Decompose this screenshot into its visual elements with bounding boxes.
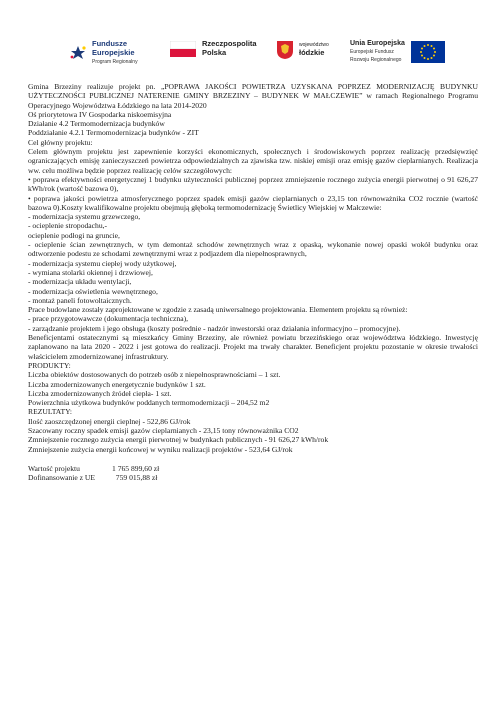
product-item: Powierzchnia użytkowa budynków poddanych termomodernizacji – 204,52 m2	[28, 398, 270, 408]
beneficiaries-paragraph: Beneficjentami ostatecznymi są mieszkańcy Gminy Brzeziny, ale również powiatu brzezińskiego oraz województwa łódzkiego. Inwestycję zaplanowano na lata 2020 - 2022 i jest gotowa do realizacji. Projekt ma trwały charakter. Beneficjent projektu pozostanie w okresie trwałości właścicielem zmodernizowanej infrastruktury.	[28, 333, 478, 361]
lodz-coat-of-arms-icon	[276, 40, 294, 60]
intro-paragraph: Gmina Brzeziny realizuje projekt pn. „POPRAWA JAKOŚCI POWIETRZA UZYSKANA POPRZEZ MODERNIZACJĘ BUDYNKU UŻYTECZNOŚCI PUBLICZNEJ NATERENIE GMINY BRZEZINY – BUDYNEK W MAŁCZEWIE” w ramach Regionalnego Programu Operacyjnego Województwa Łódzkiego na lata 2014-2020	[28, 82, 478, 110]
cost-item: ocieplenie podłogi na gruncie,	[28, 230, 120, 240]
ue-line1: Unia Europejska	[350, 40, 405, 47]
project-value-label: Wartość projektu	[28, 463, 80, 473]
rp-line2: Polska	[202, 47, 227, 57]
priority-axis: Oś priorytetowa IV Gospodarka niskoemisyjna	[28, 109, 172, 119]
measure: Działanie 4.2 Termomodernizacja budynków	[28, 119, 165, 129]
ue-logo-text	[350, 40, 405, 64]
fundusze-europejskie-logo	[68, 40, 138, 66]
goal-bullet-1: • poprawa efektywności energetycznej 1 budynku użyteczności publicznej poprzez zmniejszenie rocznego zużycia energii pierwotnej o 91 626,27 kWh/rok (wartość bazowa 0),	[28, 174, 478, 194]
cost-item: - ocieplenie stropodachu,-	[28, 221, 108, 231]
product-item: Liczba obiektów dostosowanych do potrzeb osób z niepełnosprawnościami – 1 szt.	[28, 370, 281, 380]
result-item: Ilość zaoszczędzonej energii cieplnej - 522,86 GJ/rok	[28, 416, 191, 426]
eu-funding-label: Dofinansowanie z UE	[28, 473, 96, 483]
works-paragraph: Prace budowlane zostały zaprojektowane w zgodzie z zasadą uniwersalnego projektowania. Elementem projektu są również:	[28, 305, 408, 315]
cost-item: - ocieplenie ścian zewnętrznych, w tym demontaż schodów zewnętrznych wraz z opaską, wykonanie nowej opaski wokół budynku oraz odtworzenie podestu ze schodami zewnętrznymi wraz z podjazdem dla niepełnosprawnych,	[28, 240, 478, 259]
result-item: Zmniejszenie zużycia energii końcowej w wyniku realizacji projektów - 523,64 GJ/rok	[28, 444, 293, 454]
lodz-line1: województwo	[299, 41, 329, 48]
project-value-row	[28, 464, 478, 473]
rp-line1: Rzeczpospolita	[202, 39, 257, 48]
product-item: Liczba zmodernizowanych źródeł ciepła- 1 szt.	[28, 388, 172, 398]
fe-line3: Program Regionalny	[92, 59, 138, 66]
cost-item: - modernizacja układu wentylacji,	[28, 277, 132, 287]
results-heading: REZULTATY:	[28, 407, 72, 417]
works-item: - prace przygotowawcze (dokumentacja techniczna),	[28, 314, 189, 324]
fe-line2: Europejskie	[92, 48, 135, 58]
result-item: Zmniejszenie rocznego zużycia energii pierwotnej w budynkach publicznych - 91 626,27 kWh/rok	[28, 435, 329, 445]
works-item: - zarządzanie projektem i jego obsługa (koszty pośrednie - nadzór inwestorski oraz działania informacyjno – promocyjne).	[28, 323, 401, 333]
products-heading: PRODUKTY:	[28, 360, 71, 370]
logo-bar	[0, 0, 500, 72]
project-value-amount: 1 765 899,60 zł	[112, 463, 160, 473]
eu-funding-row	[28, 473, 478, 482]
product-item: Liczba zmodernizowanych energetycznie budynków 1 szt.	[28, 379, 206, 389]
rzeczpospolita-polska-logo	[170, 40, 257, 57]
cost-item: - modernizacja systemu ciepłej wody użytkowej,	[28, 258, 177, 268]
unia-europejska-logo	[350, 40, 445, 64]
cost-item: - modernizacja systemu grzewczego,	[28, 212, 141, 222]
sub-measure: Poddziałanie 4.2.1 Termomodernizacja budynków - ZIT	[28, 128, 199, 138]
ue-line3: Rozwoju Regionalnego	[350, 57, 402, 64]
cost-item: - modernizacja oświetlenia wewnętrznego,	[28, 286, 158, 296]
main-goal-text: Celem głównym projektu jest zapewnienie korzyści ekonomicznych, społecznych i środowiskowych poprzez realizację przedsięwzięć ograniczających emisję zanieczyszczeń powietrza odpowiedzialnych za zjawiska tzw. niskiej emisji oraz emisję gazów cieplarnianych. Realizacja ww. celu możliwa będzie poprzez realizację celów szczegółowych:	[28, 147, 478, 175]
document-body	[28, 82, 478, 482]
result-item: Szacowany roczny spadek emisji gazów cieplarnianych - 23,15 tony równoważnika CO2	[28, 425, 299, 435]
polish-flag-icon	[170, 41, 196, 57]
lodz-line2: łódzkie	[299, 47, 325, 57]
cost-item: - montaż paneli fotowoltaicznych.	[28, 295, 132, 305]
main-goal-heading: Cel główny projektu:	[28, 137, 93, 147]
rp-logo-text	[202, 40, 257, 57]
lodz-logo-text	[299, 43, 329, 58]
wojewodztwo-lodzkie-logo	[276, 40, 329, 60]
fe-logo-text	[92, 40, 138, 66]
ue-line2: Europejski Fundusz	[350, 49, 394, 56]
eu-flag-icon	[411, 41, 445, 63]
fe-star-icon	[68, 45, 88, 61]
goal-bullet-2: • poprawa jakości powietrza atmosferycznego poprzez spadek emisji gazów cieplarnianych o 23,15 ton równoważnika CO2 rocznie (wartość bazowa 0).Koszty kwalifikowalne projektu obejmują głęboką termomodernizację Świetlicy Wiejskiej w Małczewie:	[28, 193, 478, 212]
eu-funding-amount: 759 015,88 zł	[112, 473, 158, 483]
fe-line1: Fundusze	[92, 39, 127, 48]
cost-item: - wymiana stolarki okiennej i drzwiowej,	[28, 267, 153, 277]
